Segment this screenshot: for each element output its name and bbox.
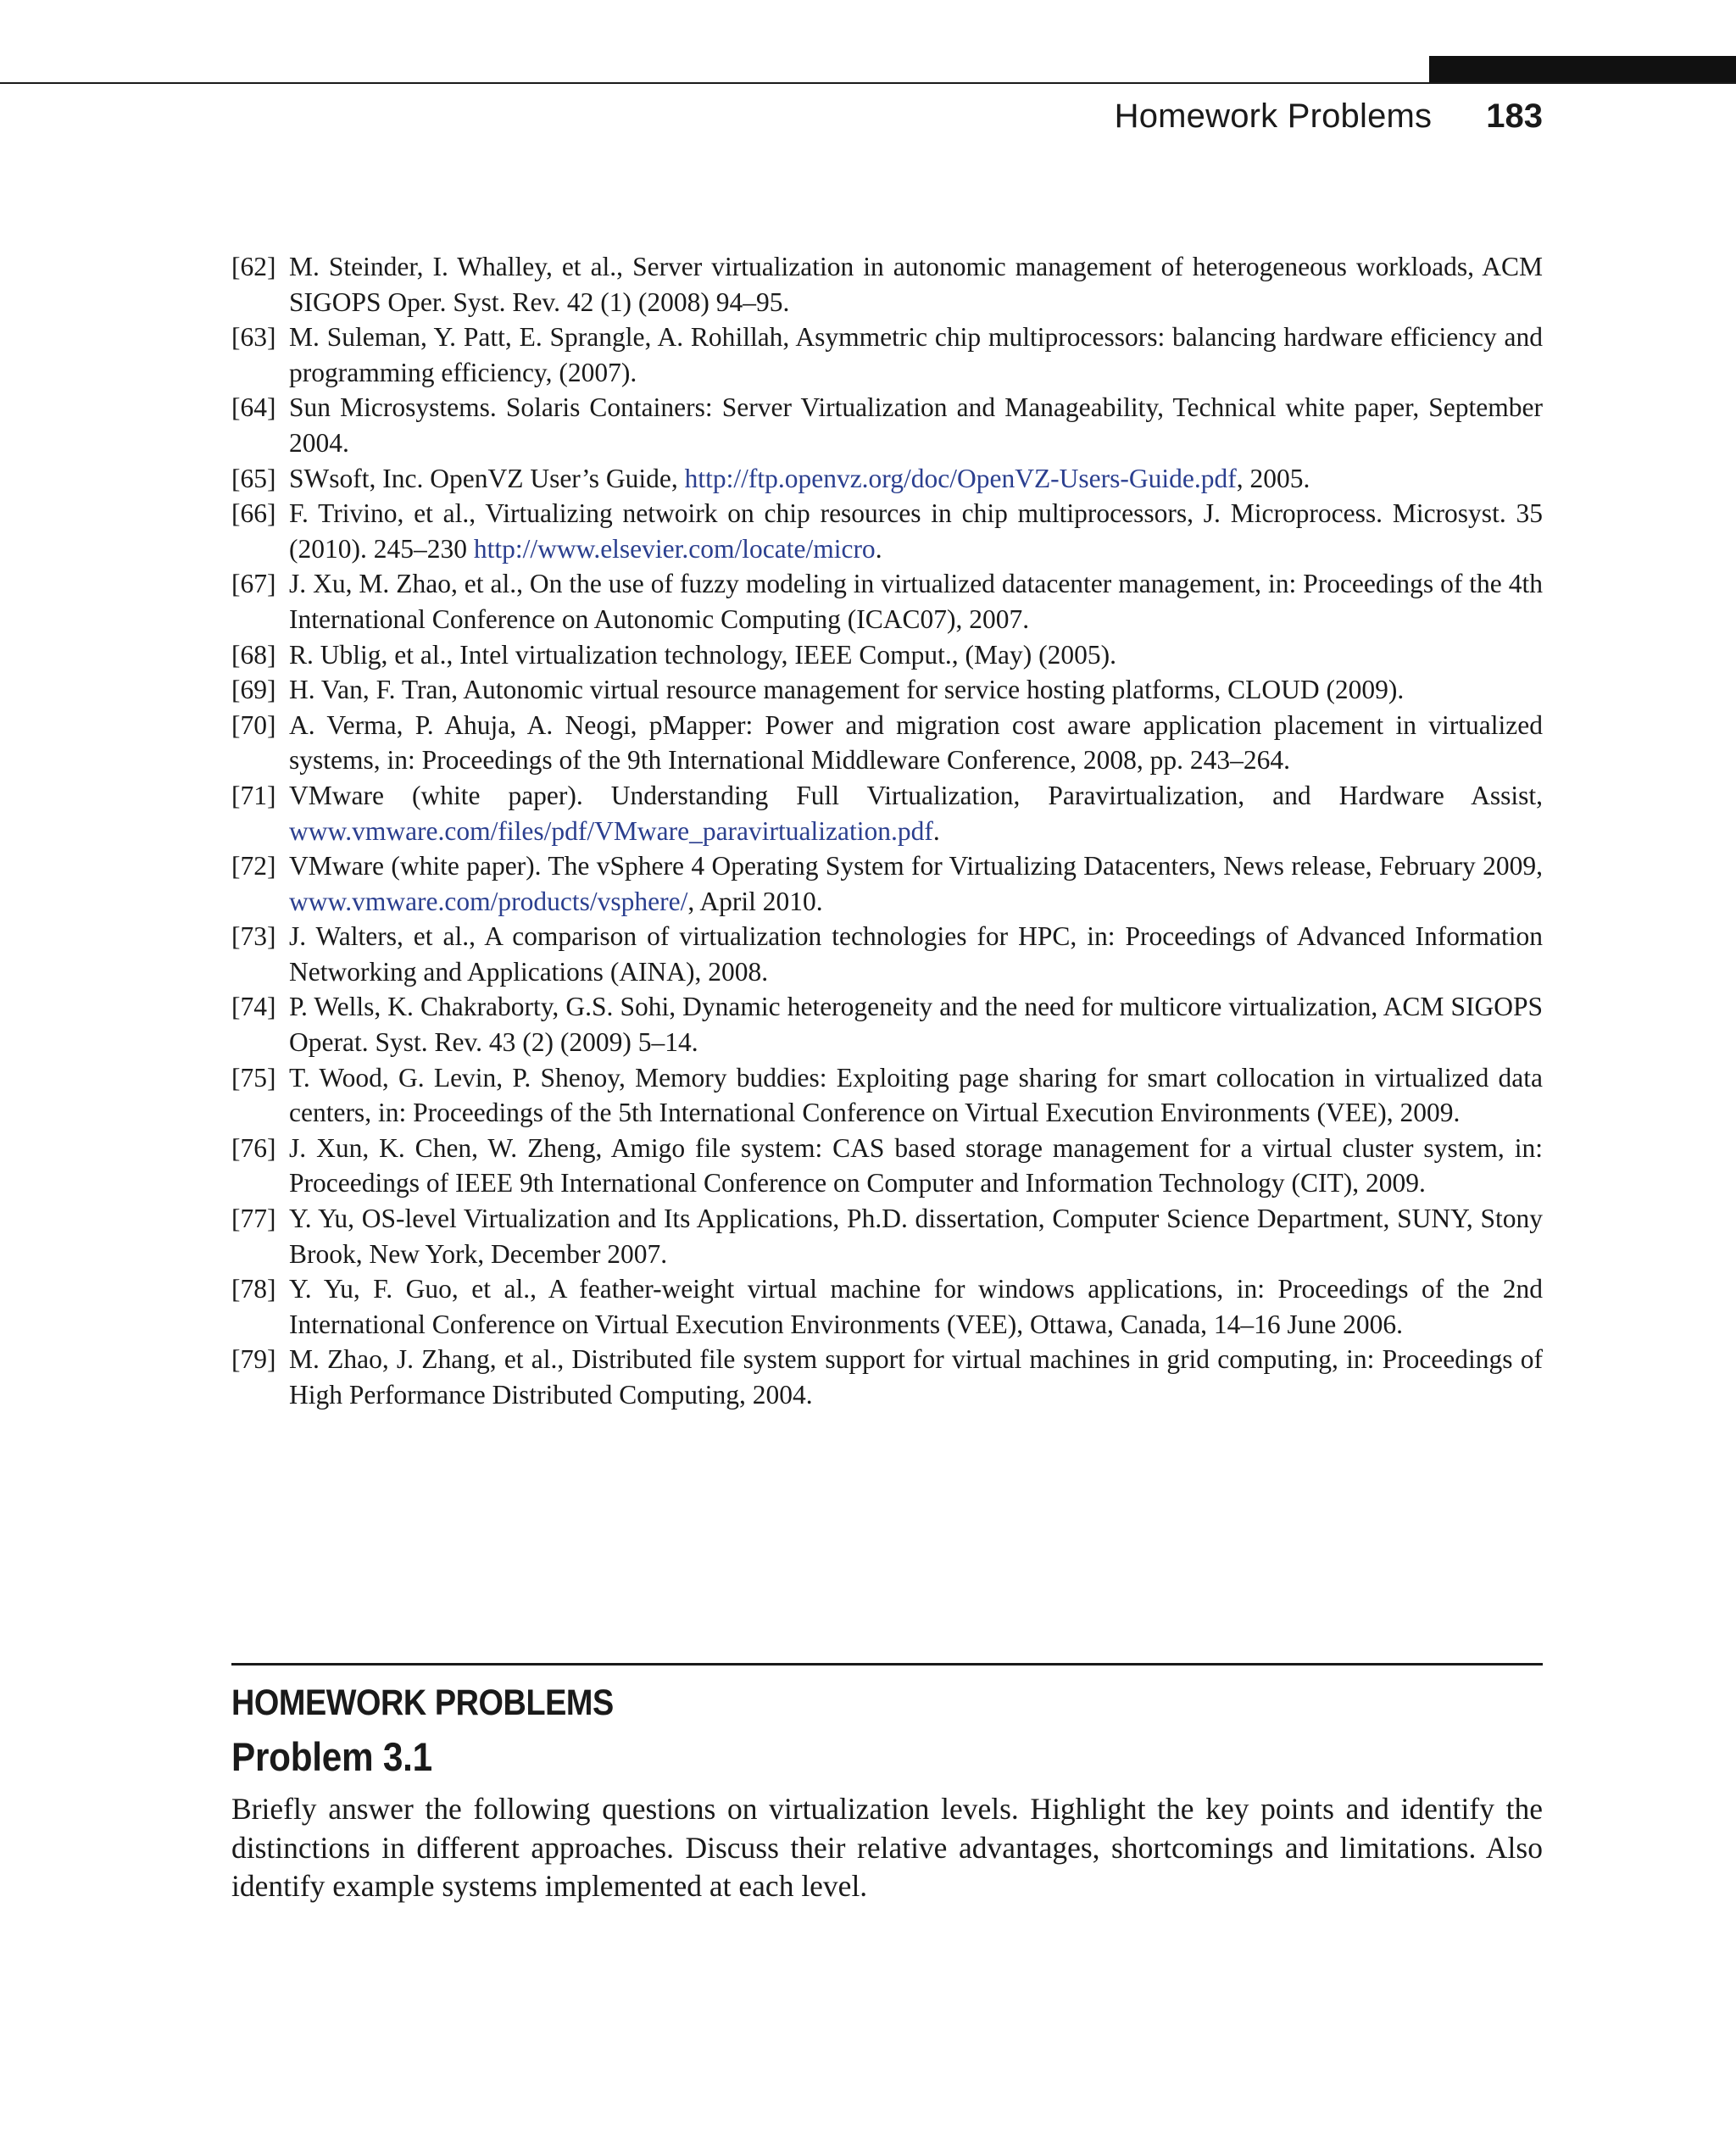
section-title: HOMEWORK PROBLEMS: [231, 1682, 614, 1723]
reference-item: [231, 390, 1543, 460]
reference-item: [231, 1060, 1543, 1131]
reference-text: [289, 1342, 1543, 1412]
reference-text-segment: T. Wood, G. Levin, P. Shenoy, Memory buddies: Exploiting page sharing for smart collocation in virtualized data centers, in: Proceedings of the 5th International Conference on Virtual Execution Environments (VEE), 2009.: [289, 1062, 1543, 1128]
reference-item: [231, 496, 1543, 566]
page-number: 183: [1486, 97, 1543, 135]
reference-number: [69]: [231, 675, 276, 705]
reference-item: [231, 672, 1543, 708]
reference-text-segment: , 2005.: [1236, 463, 1310, 493]
header-rule: [0, 82, 1736, 84]
reference-number: [74]: [231, 992, 276, 1022]
reference-item: [231, 1201, 1543, 1271]
reference-item: [231, 708, 1543, 778]
reference-number: [75]: [231, 1062, 276, 1093]
reference-link[interactable]: www.vmware.com/products/vsphere/: [289, 886, 688, 916]
reference-number: [64]: [231, 392, 276, 423]
reference-text: [289, 1271, 1543, 1342]
reference-list: [231, 249, 1543, 1413]
section-rule: [231, 1663, 1543, 1666]
reference-text-segment: F. Trivino, et al., Virtualizing netwoirk on chip resources in chip multiprocessors, J. Microprocess. Microsyst. 35 (2010). 245–230: [289, 498, 1543, 564]
reference-text-segment: J. Xu, M. Zhao, et al., On the use of fuzzy modeling in virtualized datacenter management, in: Proceedings of the 4th International Conference on Autonomic Computing (ICAC07), 2007.: [289, 569, 1543, 634]
reference-text-segment: M. Suleman, Y. Patt, E. Sprangle, A. Rohillah, Asymmetric chip multiprocessors: balancing hardware efficiency and programming efficiency, (2007).: [289, 322, 1543, 387]
reference-item: [231, 461, 1543, 497]
reference-text: [289, 390, 1543, 460]
reference-text-segment: Y. Yu, F. Guo, et al., A feather-weight virtual machine for windows applications, in: Proceedings of the 2nd International Conference on Virtual Execution Environments (VEE), Ottawa, Canada, 14–16 June 2006.: [289, 1274, 1543, 1339]
reference-text: [289, 848, 1543, 919]
reference-item: [231, 320, 1543, 390]
reference-item: [231, 989, 1543, 1059]
reference-text: [289, 778, 1543, 848]
reference-link[interactable]: www.vmware.com/files/pdf/VMware_paravirtualization.pdf: [289, 815, 933, 846]
reference-item: [231, 637, 1543, 673]
problem-title: Problem 3.1: [231, 1734, 432, 1779]
reference-text: [289, 672, 1543, 708]
reference-text-segment: M. Steinder, I. Whalley, et al., Server virtualization in autonomic management of heterogeneous workloads, ACM SIGOPS Oper. Syst. Rev. 42 (1) (2008) 94–95.: [289, 252, 1543, 317]
reference-text-segment: J. Xun, K. Chen, W. Zheng, Amigo file system: CAS based storage management for a virtual cluster system, in: Proceedings of IEEE 9th International Conference on Computer and Information Technology (CIT), 2009.: [289, 1132, 1543, 1198]
reference-text: [289, 708, 1543, 778]
reference-item: [231, 848, 1543, 919]
reference-text-segment: R. Ublig, et al., Intel virtualization technology, IEEE Comput., (May) (2005).: [289, 639, 1116, 670]
reference-link[interactable]: http://www.elsevier.com/locate/micro: [473, 533, 876, 564]
reference-number: [71]: [231, 780, 276, 810]
reference-text: [289, 249, 1543, 320]
reference-item: [231, 1271, 1543, 1342]
reference-number: [79]: [231, 1344, 276, 1375]
reference-item: [231, 919, 1543, 989]
reference-text-segment: SWsoft, Inc. OpenVZ User’s Guide,: [289, 463, 685, 493]
reference-text: [289, 496, 1543, 566]
reference-text-segment: P. Wells, K. Chakraborty, G.S. Sohi, Dynamic heterogeneity and the need for multicore virtualization, ACM SIGOPS Operat. Syst. Rev. 43 (2) (2009) 5–14.: [289, 992, 1543, 1058]
reference-text-segment: A. Verma, P. Ahuja, A. Neogi, pMapper: Power and migration cost aware application placement in virtualized systems, in: Proceedings of the 9th International Middleware Conference, 2008, pp. 243–264.: [289, 709, 1543, 776]
reference-number: [68]: [231, 639, 276, 670]
reference-number: [62]: [231, 252, 276, 281]
reference-text-segment: Y. Yu, OS-level Virtualization and Its Applications, Ph.D. dissertation, Computer Science Department, SUNY, Stony Brook, New York, December 2007.: [289, 1204, 1543, 1269]
reference-text-segment: VMware (white paper). Understanding Full Virtualization, Paravirtualization, and Hardware Assist,: [289, 780, 1543, 810]
reference-item: [231, 778, 1543, 848]
reference-text-segment: .: [932, 815, 940, 846]
reference-number: [63]: [231, 322, 276, 353]
problem-text: Briefly answer the following questions on virtualization levels. Highlight the key points and identify the distinctions in different approaches. Discuss their relative advantages, shortcomings and limitations. Also identify example systems implemented at each level.: [231, 1792, 1543, 1903]
reference-number: [67]: [231, 569, 276, 599]
reference-text-segment: , April 2010.: [687, 886, 823, 916]
reference-text: [289, 461, 1543, 497]
reference-number: [77]: [231, 1204, 276, 1234]
reference-text-segment: M. Zhao, J. Zhang, et al., Distributed file system support for virtual machines in grid computing, in: Proceedings of High Performance Distributed Computing, 2004.: [289, 1344, 1543, 1410]
reference-text: [289, 320, 1543, 390]
running-head: [1115, 95, 1543, 137]
running-title: Homework Problems: [1114, 97, 1433, 135]
reference-text-segment: Sun Microsystems. Solaris Containers: Server Virtualization and Manageability, Technical white paper, September 2004.: [289, 392, 1543, 458]
reference-number: [76]: [231, 1132, 276, 1163]
reference-item: [231, 566, 1543, 637]
reference-link[interactable]: http://ftp.openvz.org/doc/OpenVZ-Users-Guide.pdf: [684, 463, 1237, 493]
reference-text-segment: .: [875, 533, 882, 564]
reference-item: [231, 249, 1543, 320]
reference-number: [72]: [231, 851, 276, 881]
reference-number: [65]: [231, 463, 276, 493]
reference-text: [289, 1060, 1543, 1131]
reference-text-segment: VMware (white paper). The vSphere 4 Operating System for Virtualizing Datacenters, News release, February 2009,: [289, 851, 1543, 881]
reference-text: [289, 637, 1543, 673]
header-corner-bar: [1429, 56, 1736, 84]
reference-number: [70]: [231, 709, 276, 740]
reference-text-segment: J. Walters, et al., A comparison of virtualization technologies for HPC, in: Proceedings of Advanced Information Networking and Applications (AINA), 2008.: [289, 921, 1543, 987]
reference-item: [231, 1131, 1543, 1201]
reference-number: [78]: [231, 1274, 276, 1304]
reference-text-segment: H. Van, F. Tran, Autonomic virtual resource management for service hosting platforms, CLOUD (2009).: [289, 675, 1405, 705]
reference-number: [73]: [231, 921, 276, 952]
reference-item: [231, 1342, 1543, 1412]
reference-text: [289, 1201, 1543, 1271]
reference-text: [289, 989, 1543, 1059]
reference-text: [289, 566, 1543, 637]
reference-text: [289, 919, 1543, 989]
reference-number: [66]: [231, 498, 276, 529]
reference-text: [289, 1131, 1543, 1201]
